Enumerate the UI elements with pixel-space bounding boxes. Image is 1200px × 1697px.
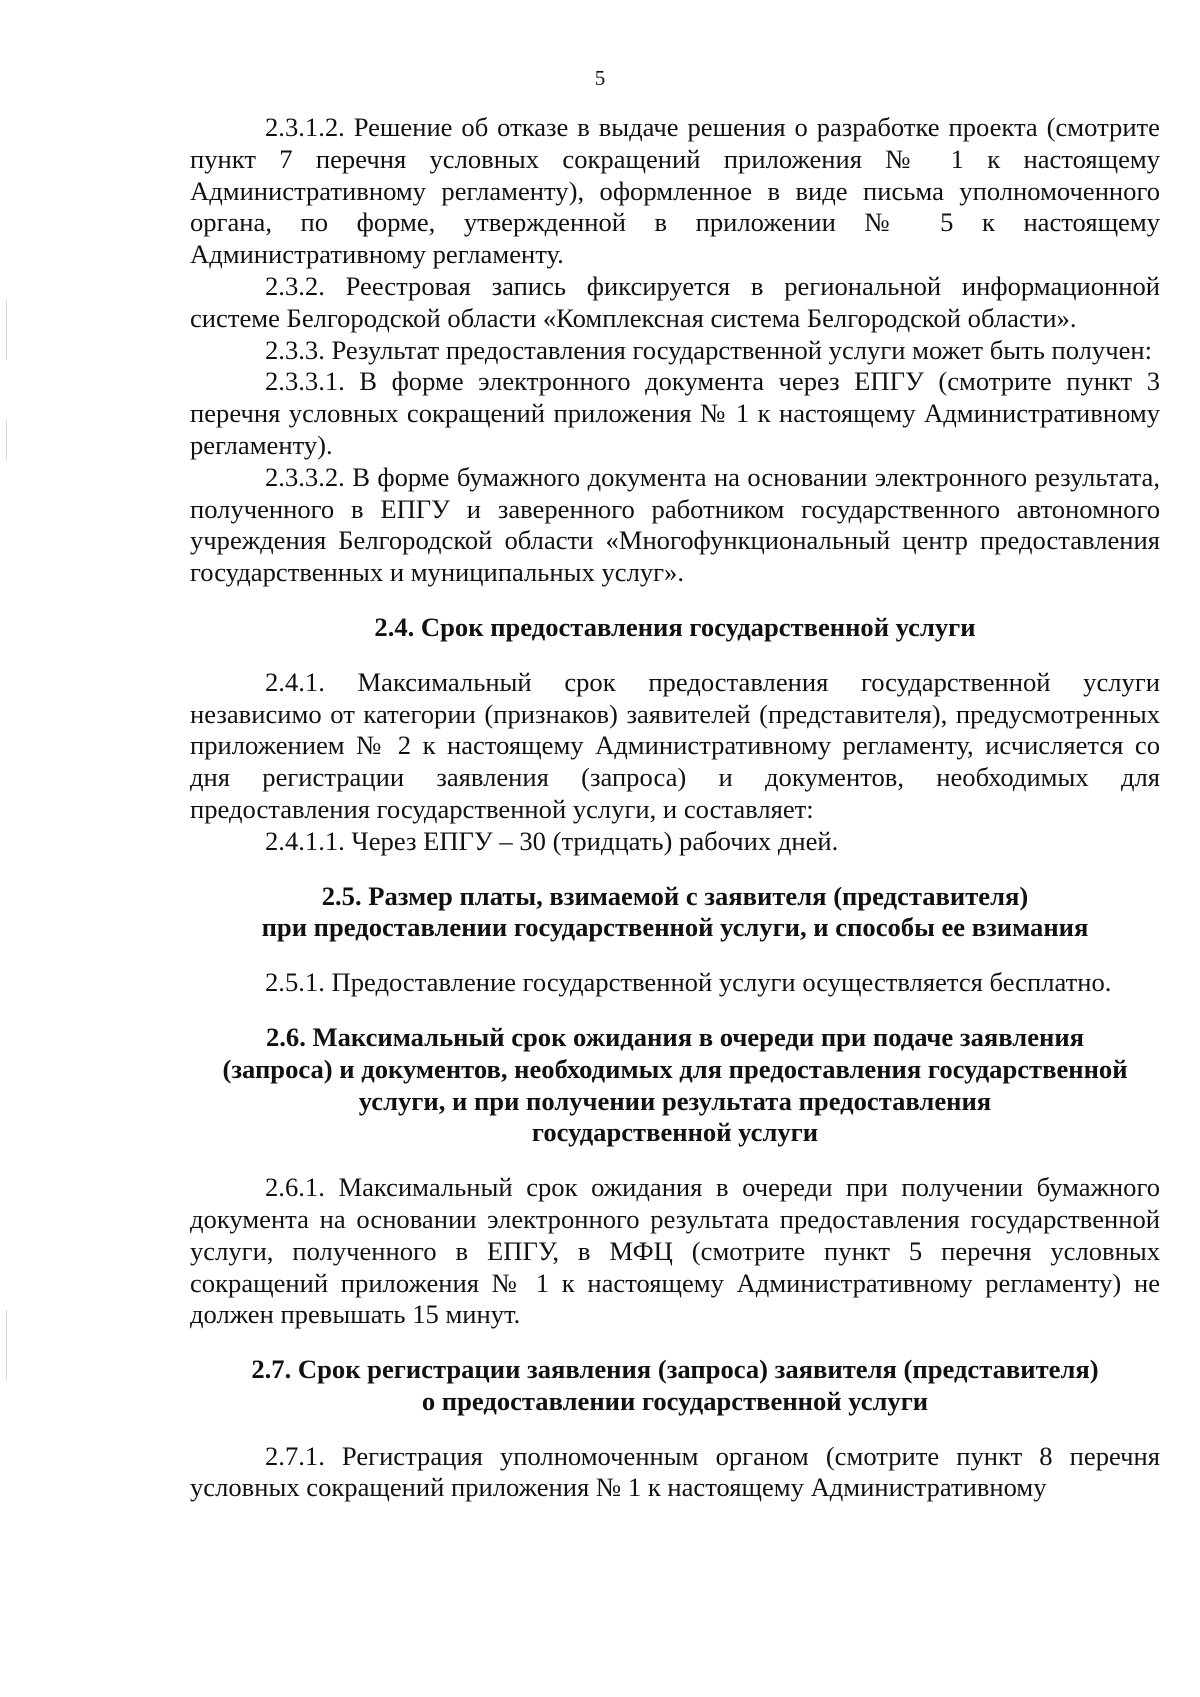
heading-line: при предоставлении государственной услуги, и способы ее взимания (261, 912, 1089, 943)
scan-edge-mark (6, 1310, 7, 1380)
scan-edge-mark (6, 420, 7, 460)
paragraph-2-6-1: 2.6.1. Максимальный срок ожидания в очереди при получении бумажного документа на основании электронного результата предоставления государственной услуги, полученного в ЕПГУ, в МФЦ (смотрите пункт 5 перечня условных сокращений приложения № 1 к настоящему Административному регламенту) не должен превышать 15 минут. (190, 1172, 1160, 1330)
heading-line: 2.5. Размер платы, взимаемой с заявителя (представителя) (321, 880, 1029, 911)
heading-line: 2.6. Максимальный срок ожидания в очереди при подаче заявления (265, 1021, 1085, 1052)
page-number: 5 (594, 66, 606, 90)
section-heading-2-5 (190, 881, 1160, 945)
paragraph-2-3-2: 2.3.2. Реестровая запись фиксируется в региональной информационной системе Белгородской области «Комплексная система Белгородской области». (190, 270, 1160, 333)
paragraph-2-5-1: 2.5.1. Предоставление государственной услуги осуществляется бесплатно. (265, 967, 1112, 998)
document-body (190, 112, 1160, 1504)
section-heading-2-6 (190, 1022, 1160, 1149)
paragraph-2-3-3: 2.3.3. Результат предоставления государственной услуги может быть получен: (265, 334, 1153, 365)
heading-line: о предоставлении государственной услуги (421, 1385, 929, 1416)
scan-edge-mark (6, 300, 7, 360)
paragraph-2-3-1-2: 2.3.1.2. Решение об отказе в выдаче решения о разработке проекта (смотрите пункт 7 перечня условных сокращений приложения № 1 к настоящему Административному регламенту), оформленное в виде письма уполномоченного органа, по форме, утвержденной в приложении № 5 к настоящему Административному регламенту. (190, 112, 1160, 270)
heading-line: (запроса) и документов, необходимых для предоставления государственной (222, 1053, 1128, 1084)
paragraph-2-4-1: 2.4.1. Максимальный срок предоставления государственной услуги независимо от категории (признаков) заявителей (представителя), предусмотренных приложением № 2 к настоящему Административному регламенту, исчисляется со дня регистрации заявления (запроса) и документов, необходимых для предоставления государственной услуги, и составляет: (190, 666, 1160, 824)
heading-line: государственной услуги (531, 1117, 819, 1148)
paragraph-2-7-1: 2.7.1. Регистрация уполномоченным органом (смотрите пункт 8 перечня условных сокращений приложения № 1 к настоящему Административному (190, 1440, 1160, 1503)
paragraph-2-3-3-2: 2.3.3.2. В форме бумажного документа на основании электронного результата, полученного в ЕПГУ и заверенного работником государственного автономного учреждения Белгородской области «Многофункциональный центр предоставления государственных и муниципальных услуг». (190, 461, 1160, 588)
section-heading-2-4: 2.4. Срок предоставления государственной услуги (374, 611, 976, 642)
heading-line: услуги, и при получении результата предоставления (358, 1085, 992, 1116)
paragraph-2-4-1-1: 2.4.1.1. Через ЕПГУ – 30 (тридцать) рабочих дней. (265, 825, 839, 856)
section-heading-2-7 (190, 1354, 1160, 1418)
paragraph-2-3-3-1: 2.3.3.1. В форме электронного документа через ЕПГУ (смотрите пункт 3 перечня условных сокращений приложения № 1 к настоящему Административному регламенту). (190, 366, 1160, 460)
heading-line: 2.7. Срок регистрации заявления (запроса) заявителя (представителя) (251, 1354, 1099, 1385)
